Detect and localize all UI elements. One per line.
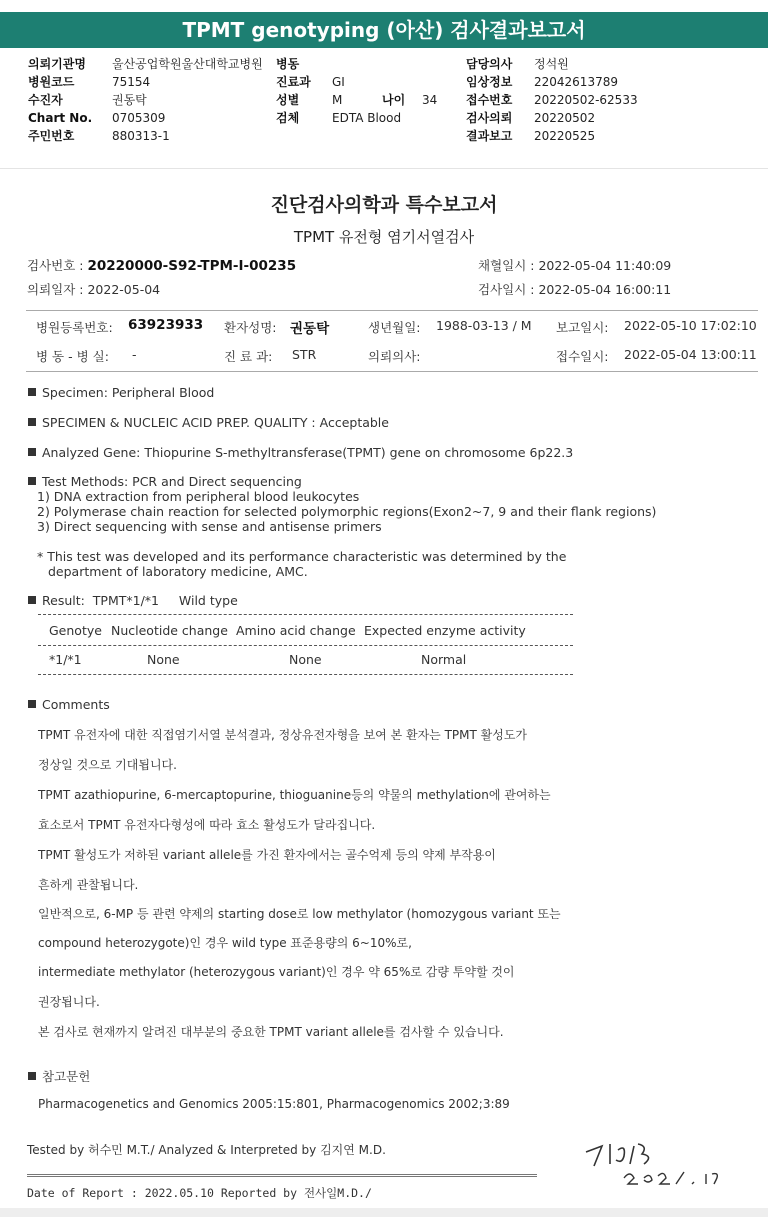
header-row xyxy=(276,109,437,127)
request-date-label: 의뢰일자 : xyxy=(27,282,84,297)
comment-line: TPMT azathiopurine, 6-mercaptopurine, thioguanine등의 약물의 methylation에 관여하는 xyxy=(38,788,551,802)
comment-line: 정상일 것으로 기대됩니다. xyxy=(38,758,177,772)
bullet-square-icon xyxy=(28,596,36,604)
refs-title: 참고문헌 xyxy=(42,1069,91,1084)
test-dt-value: 2022-05-04 16:00:11 xyxy=(538,282,672,297)
header-label: 결과보고 xyxy=(466,129,513,143)
header-label: 병원코드 xyxy=(28,75,75,89)
name-label: 환자성명: xyxy=(224,320,277,335)
bullet-square-icon xyxy=(28,477,36,485)
header-row xyxy=(276,91,437,109)
header-label: Chart No. xyxy=(28,111,93,125)
report-banner: TPMT genotyping (아산) 검사결과보고서 xyxy=(0,12,768,48)
table-cell-genotype: *1/*1 xyxy=(49,652,82,667)
comments-heading xyxy=(28,697,110,712)
ward-label: 병 동 - 병 실: xyxy=(36,349,109,364)
refs-text: Pharmacogenetics and Genomics 2005:15:801, Pharmacogenomics 2002;3:89 xyxy=(38,1097,510,1111)
result-line xyxy=(28,593,238,608)
header-col2 xyxy=(276,55,437,127)
header-value: 20220502-62533 xyxy=(534,93,638,107)
header-value: 권동탁 xyxy=(112,93,147,107)
dept: STR xyxy=(292,347,317,362)
comment-line: 흔하게 관찰됩니다. xyxy=(38,878,139,892)
gene-line xyxy=(28,445,573,460)
report-dt: 2022-05-10 17:02:10 xyxy=(624,318,757,333)
methods-line xyxy=(28,474,302,489)
bullet-square-icon xyxy=(28,418,36,426)
dob: 1988-03-13 / M xyxy=(436,318,532,333)
header-label: 수진자 xyxy=(28,93,63,107)
handwritten-signature xyxy=(580,1138,740,1188)
patient-name xyxy=(290,317,329,337)
comment-line: 효소로서 TPMT 유전자다형성에 따라 효소 활성도가 달라집니다. xyxy=(38,818,376,832)
receive-dt-label: 접수일시: xyxy=(556,349,609,364)
request-date xyxy=(27,280,160,298)
comment-line: TPMT 유전자에 대한 직접염기서열 분석결과, 정상유전자형을 보여 본 환자는 TPMT 활성도가 xyxy=(38,728,527,742)
header-row xyxy=(466,91,638,109)
header-value: 정석원 xyxy=(534,57,569,71)
header-label: 진료과 xyxy=(276,75,311,89)
exam-number xyxy=(27,256,296,274)
doctor-label: 의뢰의사: xyxy=(368,349,421,364)
gene-text: Analyzed Gene: Thiopurine S-methyltransferase(TPMT) gene on chromosome 6p22.3 xyxy=(42,445,574,460)
header-row xyxy=(276,55,437,73)
header-value: M xyxy=(332,93,343,107)
comment-line: 본 검사로 현재까지 알려진 대부분의 중요한 TPMT variant allele를 검사할 수 있습니다. xyxy=(38,1025,504,1039)
header-label: 임상정보 xyxy=(466,75,513,89)
table-header-genotype: Genotye xyxy=(49,623,102,638)
bottom-strip xyxy=(0,1208,768,1217)
date-of-report: Date of Report : 2022.05.10 Reported by 전사일M.D./ xyxy=(27,1186,372,1200)
reg-no-value: 63923933 xyxy=(128,317,204,333)
collect-label: 채혈일시 : xyxy=(478,258,535,273)
table-cell-enzyme: Normal xyxy=(421,652,467,667)
specimen-text: Specimen: Peripheral Blood xyxy=(42,385,215,400)
header-value: GI xyxy=(332,75,345,89)
quality-text: SPECIMEN & NUCLEIC ACID PREP. QUALITY : Acceptable xyxy=(42,415,389,430)
method-step: 2) Polymerase chain reaction for selected polymorphic regions(Exon2~7, 9 and their flank regions) xyxy=(37,504,657,519)
comment-line: intermediate methylator (heterozygous variant)인 경우 약 65%로 감량 투약할 것이 xyxy=(38,965,515,979)
refs-heading xyxy=(28,1067,90,1085)
comment-line: TPMT 활성도가 저하된 variant allele를 가진 환자에서는 골수억제 등의 약제 부작용이 xyxy=(38,848,496,862)
method-step: 1) DNA extraction from peripheral blood leukocytes xyxy=(37,489,360,504)
bullet-square-icon xyxy=(28,448,36,456)
bullet-square-icon xyxy=(28,700,36,708)
report-subtitle: TPMT 유전형 염기서열검사 xyxy=(293,228,475,246)
table-mid-rule xyxy=(38,645,573,646)
bullet-square-icon xyxy=(28,388,36,396)
header-row xyxy=(28,55,263,73)
comment-line: compound heterozygote)인 경우 wild type 표준용량의 6~10%로, xyxy=(38,936,412,950)
table-bottom-rule xyxy=(38,674,573,675)
table-header-amino: Amino acid change xyxy=(236,623,356,638)
header-label: 검사의뢰 xyxy=(466,111,513,125)
report-dt-label: 보고일시: xyxy=(556,320,609,335)
patient-name-value: 권동탁 xyxy=(290,321,330,337)
header-row xyxy=(466,127,638,145)
header-value: 22042613789 xyxy=(534,75,618,89)
reg-no xyxy=(128,317,203,333)
result-type: Wild type xyxy=(178,593,238,608)
header-value: 880313-1 xyxy=(112,129,170,143)
result-value: TPMT*1/*1 xyxy=(92,593,160,608)
method-step: 3) Direct sequencing with sense and antisense primers xyxy=(37,519,382,534)
header-label: 의뢰기관명 xyxy=(28,57,86,71)
header-divider xyxy=(0,168,768,169)
header-row xyxy=(276,73,437,91)
comments-title: Comments xyxy=(42,697,110,712)
note-line-2: department of laboratory medicine, AMC. xyxy=(48,564,308,579)
header-row xyxy=(466,55,638,73)
header-row xyxy=(28,91,263,109)
note-line-1: * This test was developed and its performance characteristic was determined by the xyxy=(37,549,567,564)
header-label: 검체 xyxy=(276,111,300,125)
header-col1 xyxy=(28,55,263,145)
table-header-enzyme: Expected enzyme activity xyxy=(364,623,526,638)
header-row xyxy=(466,73,638,91)
header-value: 울산공업학원울산대학교병원 xyxy=(112,57,263,71)
receive-dt: 2022-05-04 13:00:11 xyxy=(624,347,757,362)
header-row xyxy=(466,109,638,127)
dept-label: 진 료 과: xyxy=(224,349,273,364)
collect-datetime xyxy=(478,256,671,274)
tested-by: Tested by 허수민 M.T./ Analyzed & Interpreted by 김지연 M.D. xyxy=(27,1143,386,1157)
table-cell-nucleotide: None xyxy=(147,652,180,667)
reg-label: 병원등록번호: xyxy=(36,320,113,335)
header-value: 75154 xyxy=(112,75,151,89)
methods-title: Test Methods: PCR and Direct sequencing xyxy=(42,474,302,489)
ward: - xyxy=(132,347,137,362)
exam-number-label: 검사번호 : xyxy=(27,258,84,273)
header-label: 성별 xyxy=(276,93,300,107)
exam-number-value: 20220000-S92-TPM-I-00235 xyxy=(87,258,297,274)
table-top-rule xyxy=(38,614,573,615)
header-label: 담당의사 xyxy=(466,57,513,71)
test-dt-label: 검사일시 : xyxy=(478,282,535,297)
header-label: 주민번호 xyxy=(28,129,75,143)
header-row xyxy=(28,127,263,145)
header-label: 접수번호 xyxy=(466,93,513,107)
header-row xyxy=(28,109,263,127)
header-value: 20220502 xyxy=(534,111,596,125)
header-label: 병동 xyxy=(276,57,300,71)
comment-line: 일반적으로, 6-MP 등 관련 약제의 starting dose로 low methylator (homozygous variant 또는 xyxy=(38,907,561,921)
header-col3 xyxy=(466,55,638,145)
comment-line: 권장됩니다. xyxy=(38,995,100,1009)
age-value: 34 xyxy=(422,93,438,107)
result-label: Result: xyxy=(42,593,85,608)
footer-double-rule xyxy=(27,1174,537,1177)
quality-line xyxy=(28,415,389,430)
specimen-line xyxy=(28,385,214,400)
patient-info-box xyxy=(26,310,758,372)
dob-label: 생년월일: xyxy=(368,320,421,335)
table-header-nucleotide: Nucleotide change xyxy=(111,623,228,638)
report-title: 진단검사의학과 특수보고서 xyxy=(270,194,498,216)
test-datetime xyxy=(478,280,671,298)
bullet-square-icon xyxy=(28,1072,36,1080)
collect-value: 2022-05-04 11:40:09 xyxy=(538,258,672,273)
request-date-value: 2022-05-04 xyxy=(87,282,161,297)
header-value: 20220525 xyxy=(534,129,596,143)
header-value: EDTA Blood xyxy=(332,111,402,125)
table-cell-amino: None xyxy=(289,652,322,667)
header-row xyxy=(28,73,263,91)
age-label: 나이 xyxy=(382,93,406,107)
header-value: 0705309 xyxy=(112,111,166,125)
